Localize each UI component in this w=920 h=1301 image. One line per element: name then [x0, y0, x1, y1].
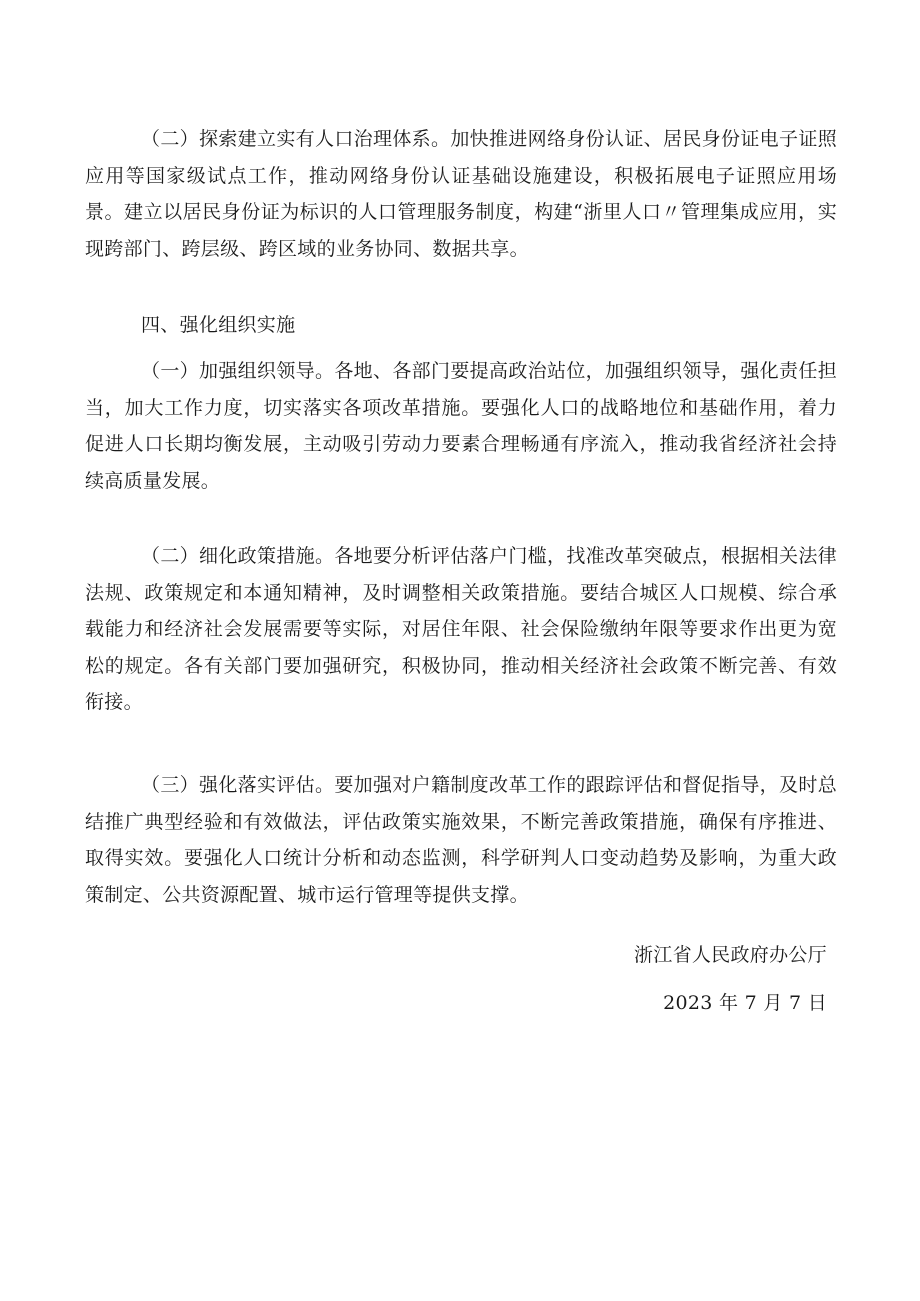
paragraph-population-governance: （二）探索建立实有人口治理体系。加快推进网络身份认证、居民身份证电子证照应用等国家级试点工作，推动网络身份认证基础设施建设，积极拓展电子证照应用场景。建立以居民身份证为标识的人口管理服务制度，构建“浙里人口〃管理集成应用，实现跨部门、跨层级、跨区域的业务协同、数据共享。 — [85, 128, 837, 260]
issue-date: 2023 年 7 月 7 日 — [663, 992, 827, 1014]
paragraph-policy-measures: （二）细化政策措施。各地要分析评估落户门槛，找准改革突破点，根据相关法律法规、政策规定和本通知精神，及时调整相关政策措施。要结合城区人口规模、综合承载能力和经济社会发展需要等实际，对居住年限、社会保险缴纳年限等要求作出更为宽松的规定。各有关部门要加强研究，积极协同，推动相关经济社会政策不断完善、有效衔接。 — [85, 545, 837, 714]
paragraph-organizational-leadership: （一）加强组织领导。各地、各部门要提高政治站位，加强组织领导，强化责任担当，加大工作力度，切实落实各项改革措施。要强化人口的战略地位和基础作用，着力促进人口长期均衡发展，主动吸引劳动力要素合理畅通有序流入，推动我省经济社会持续高质量发展。 — [85, 360, 837, 492]
issuer-signature: 浙江省人民政府办公厅 — [633, 944, 827, 966]
paragraph-implementation-evaluation: （三）强化落实评估。要加强对户籍制度改革工作的跟踪评估和督促指导，及时总结推广典型经验和有效做法，评估政策实施效果，不断完善政策措施，确保有序推进、取得实效。要强化人口统计分析和动态监测，科学研判人口变动趋势及影响，为重大政策制定、公共资源配置、城市运行管理等提供支撑。 — [85, 774, 837, 906]
section-heading-implementation: 四、强化组织实施 — [141, 314, 296, 336]
